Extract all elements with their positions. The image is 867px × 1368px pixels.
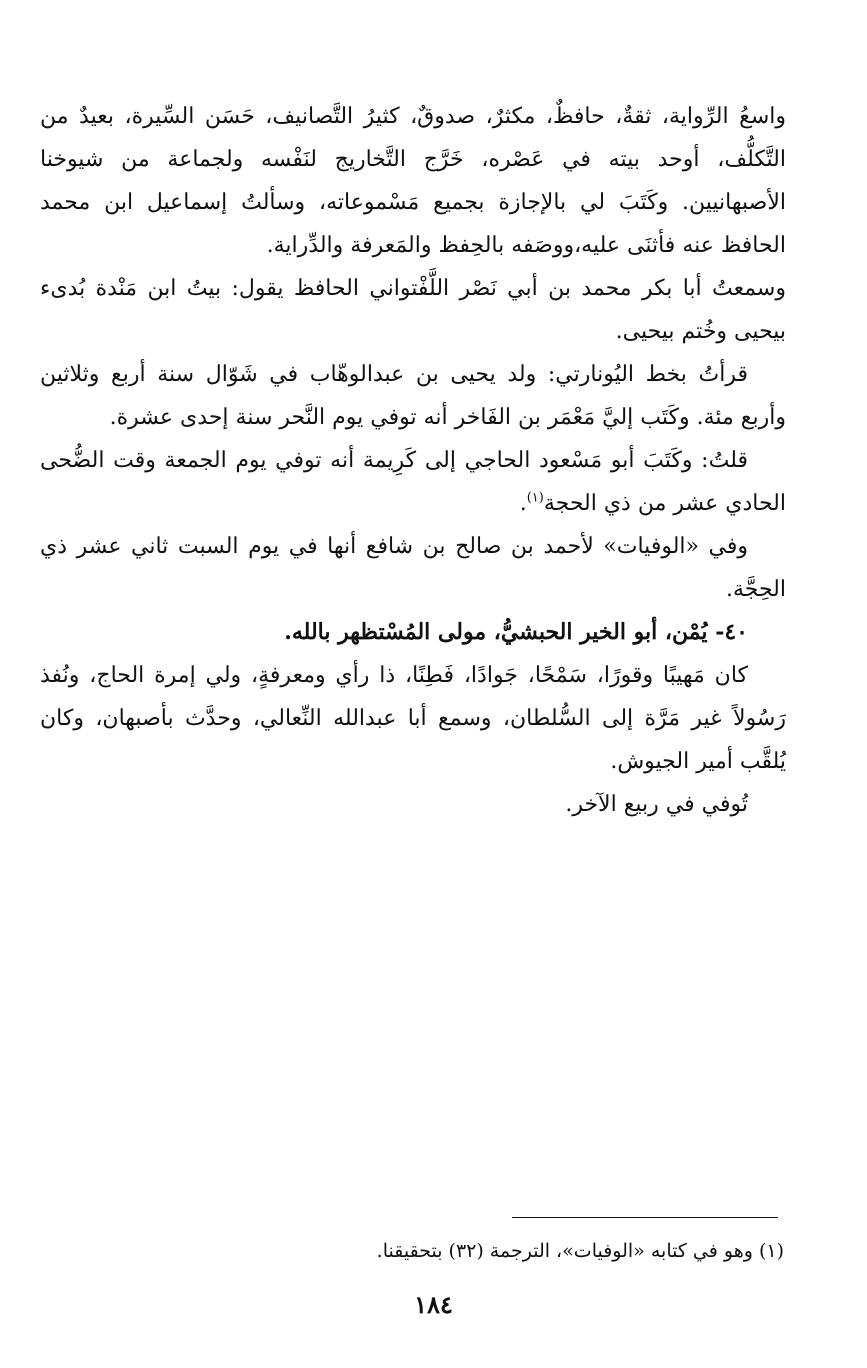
paragraph-8: تُوفي في ربيع الآخر. bbox=[565, 792, 748, 817]
entry-heading: ٤٠- يُمْن، أبو الخير الحبشيُّ، مولى المُسْتظهر بالله. bbox=[284, 619, 748, 645]
paragraph-1: واسعُ الرِّواية، ثقةٌ، حافظٌ، مكثرٌ، صدوقٌ، كثيرُ التَّصانيف، حَسَن السِّيرة، بعيدٌ من التَّكلُّف، أوحد بيته في عَصْره، خَرَّج التَّخاريج لنَفْسه ولجماعة من شيوخنا الأصبهانيين. وكَتَبَ لي بالإجازة بجميع مَسْموعاته، وسألتُ إسماعيل ابن محمد الحافظ عنه فأثنَى عليه،ووصَفه بالحِفظ والمَعرفة والدِّراية. bbox=[40, 104, 786, 258]
paragraph-2: وسمعتُ أبا بكر محمد بن أبي نَصْر اللَّفْتواني الحافظ يقول: بيتُ ابن مَنْدة بُدىء بيحيى وخُتم بيحيى. bbox=[40, 276, 786, 344]
main-text bbox=[40, 95, 786, 826]
paragraph-3: قرأتُ بخط اليُونارتي: ولد يحيى بن عبدالوهّاب في شَوّال سنة أربع وثلاثين وأربع مئة. وكَتَب إليَّ مَعْمَر بن الفَاخر أنه توفي يوم النَّحر سنة إحدى عشرة. bbox=[40, 362, 786, 430]
paragraph-4 bbox=[40, 439, 786, 525]
paragraph-4-tail: . bbox=[519, 491, 527, 516]
footnote-reference: (١) bbox=[526, 490, 544, 506]
paragraph-5: وفي «الوفيات» لأحمد بن صالح بن شافع أنها في يوم السبت ثاني عشر ذي الحِجَّة. bbox=[40, 534, 786, 602]
footnote-divider bbox=[512, 1217, 778, 1218]
paragraph-7: كان مَهيبًا وقورًا، سَمْحًا، جَوادًا، فَطِنًا، ذا رأي ومعرفةٍ، ولي إمرة الحاج، ونُفذ رَسُولاً غير مَرَّة إلى السُّلطان، وسمع أبا عبدالله النِّعالي، وحدَّث بأصبهان، وكان يُلقَّب أمير الجيوش. bbox=[40, 663, 786, 774]
page-number: ١٨٤ bbox=[414, 1290, 453, 1319]
paragraph-4-text: قلتُ: وكَتَبَ أبو مَسْعود الحاجي إلى كَرِيمة أنه توفي يوم الجمعة وقت الضُّحى الحادي عشر من ذي الحجة bbox=[40, 448, 786, 516]
footnote: (١) وهو في كتابه «الوفيات»، الترجمة (٣٢) بتحقيقنا. bbox=[376, 1240, 784, 1262]
